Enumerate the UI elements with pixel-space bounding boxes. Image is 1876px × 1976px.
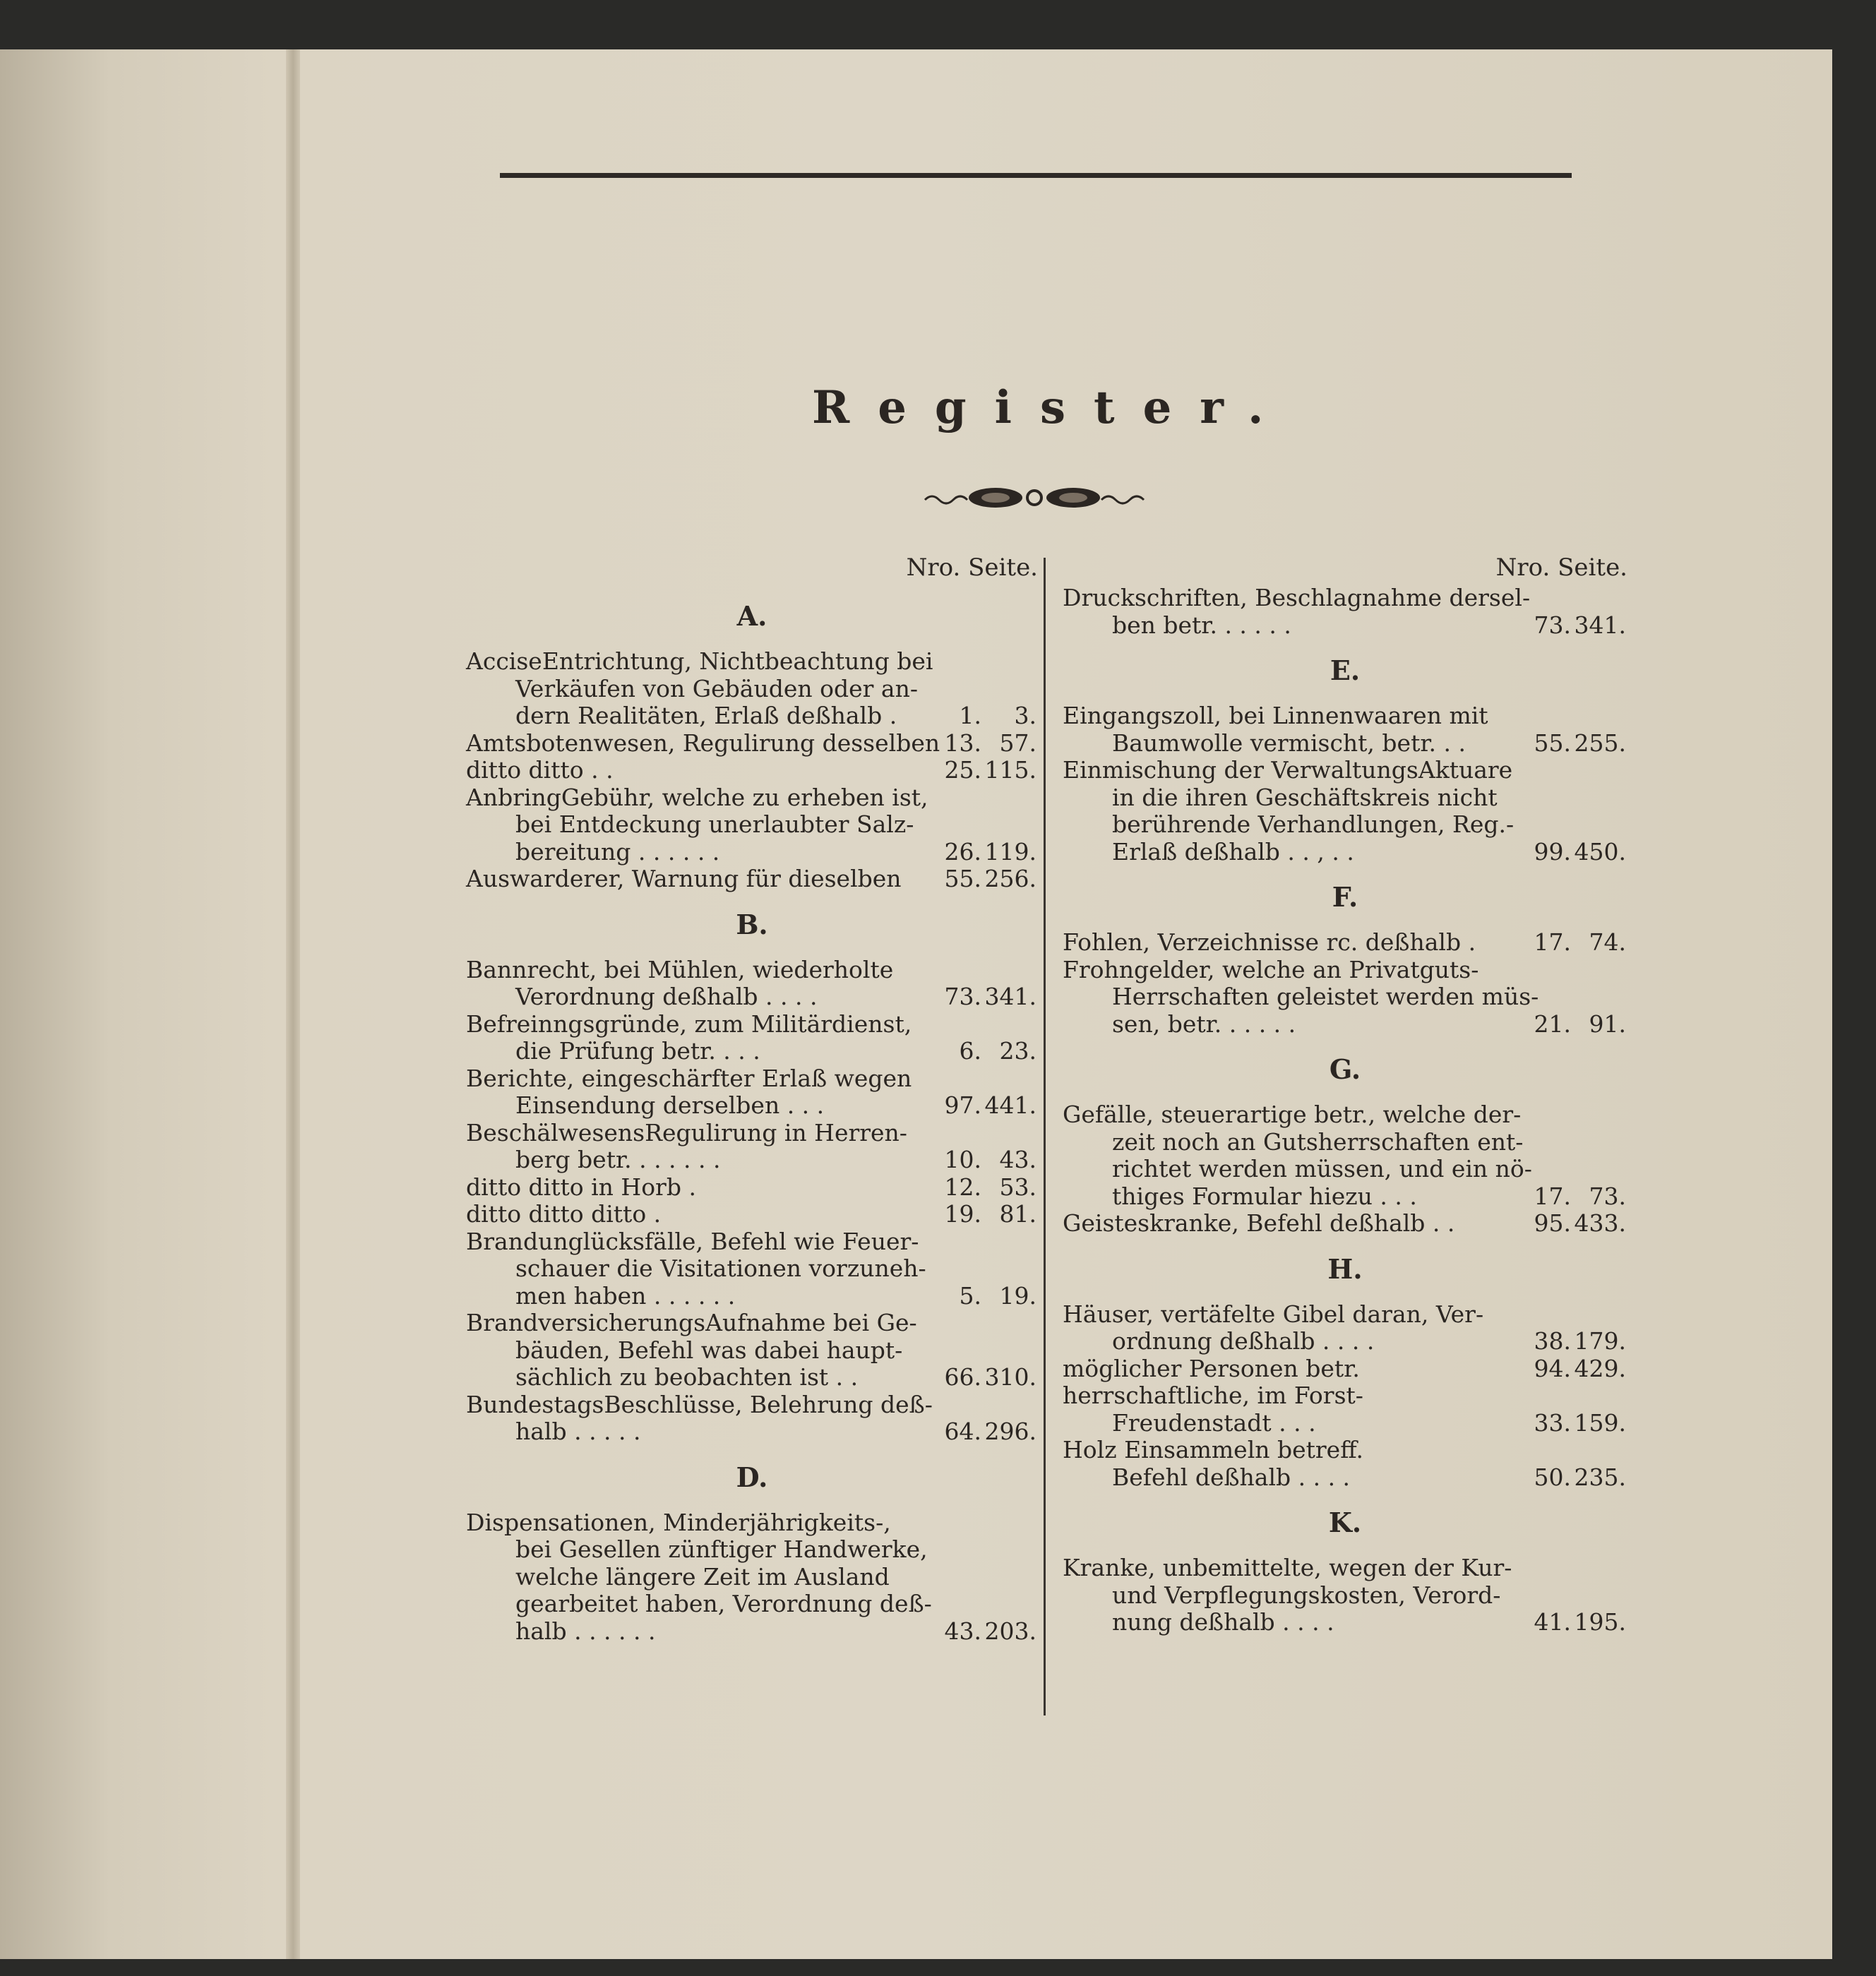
entry-reference bbox=[1500, 1410, 1627, 1437]
register-entry bbox=[466, 1065, 1038, 1120]
entry-text: Erlaß deßhalb . . , . . bbox=[1112, 837, 1354, 866]
entry-text: und Verpflegungskosten, Verord- bbox=[1112, 1581, 1501, 1609]
entry-text: herrschaftliche, im Forst- bbox=[1063, 1382, 1363, 1409]
register-entry bbox=[1063, 1437, 1627, 1491]
entry-text: Gefälle, steuerartige betr., welche der- bbox=[1063, 1101, 1522, 1128]
entry-page: 255. bbox=[1574, 729, 1626, 757]
entry-text: Amtsbotenwesen, Regulirung desselben bbox=[466, 729, 940, 757]
entry-text: halb . . . . . bbox=[515, 1418, 641, 1445]
header-rule bbox=[500, 173, 1572, 178]
section-letter: B. bbox=[736, 908, 768, 940]
register-entry bbox=[466, 1201, 1038, 1228]
entry-text: Befehl deßhalb . . . . bbox=[1112, 1463, 1351, 1491]
entry-text: Dispensationen, Minderjährigkeits-, bbox=[466, 1508, 891, 1536]
entry-number: 97. bbox=[944, 1091, 981, 1119]
register-entry bbox=[1063, 1382, 1627, 1437]
entry-reference bbox=[1500, 839, 1627, 866]
entry-text: zeit noch an Gutsherrschaften ent- bbox=[1112, 1127, 1524, 1156]
column-header: Nro. Seite. bbox=[906, 553, 1038, 582]
entry-number: 50. bbox=[1534, 1463, 1571, 1491]
entry-number: 73. bbox=[944, 983, 981, 1010]
register-entry bbox=[466, 1011, 1038, 1065]
entry-text: Druckschriften, Beschlagnahme dersel- bbox=[1063, 584, 1531, 611]
register-entry bbox=[466, 730, 1038, 758]
entry-text: dern Realitäten, Erlaß deßhalb . bbox=[515, 702, 897, 729]
register-entry bbox=[466, 1120, 1038, 1174]
entry-text: Baumwolle vermischt, betr. . . bbox=[1112, 729, 1466, 757]
entry-number: 41. bbox=[1534, 1608, 1571, 1636]
entry-text: ditto ditto in Horb . bbox=[466, 1173, 696, 1201]
entry-text: BundestagsBeschlüsse, Belehrung deß- bbox=[466, 1390, 933, 1418]
entry-text: Befreinngsgründe, zum Militärdienst, bbox=[466, 1010, 912, 1038]
entry-number: 38. bbox=[1534, 1327, 1571, 1355]
register-entry bbox=[1063, 1355, 1627, 1383]
entry-text: Geisteskranke, Befehl deßhalb . . bbox=[1063, 1209, 1455, 1237]
entry-number: 99. bbox=[1534, 837, 1571, 866]
entry-number: 95. bbox=[1534, 1209, 1571, 1237]
book-spine bbox=[286, 49, 300, 1959]
entry-page: 203. bbox=[984, 1617, 1036, 1645]
entry-page: 3. bbox=[1014, 702, 1036, 729]
register-entry bbox=[466, 757, 1038, 784]
entry-text: Brandunglücksfälle, Befehl wie Feuer- bbox=[466, 1227, 919, 1255]
entry-text: Verkäufen von Gebäuden oder an- bbox=[515, 674, 918, 702]
register-entry bbox=[466, 1174, 1038, 1202]
entry-text: sächlich zu beobachten ist . . bbox=[515, 1363, 859, 1391]
entry-number: 55. bbox=[1534, 729, 1571, 757]
entry-page: 195. bbox=[1574, 1608, 1626, 1636]
entry-reference bbox=[911, 839, 1038, 866]
entry-text: nung deßhalb . . . . bbox=[1112, 1608, 1334, 1636]
entry-reference bbox=[1500, 1210, 1627, 1238]
entry-page: 429. bbox=[1574, 1354, 1626, 1382]
entry-page: 115. bbox=[984, 756, 1036, 784]
register-entry bbox=[466, 1228, 1038, 1310]
entry-text: Bannrecht, bei Mühlen, wiederholte bbox=[466, 955, 894, 983]
entry-reference bbox=[1500, 730, 1627, 758]
section-letter: H. bbox=[1327, 1252, 1363, 1285]
entry-page: 341. bbox=[1574, 611, 1626, 639]
entry-number: 10. bbox=[944, 1146, 981, 1173]
section-letter: E. bbox=[1330, 654, 1361, 686]
entry-text: in die ihren Geschäftskreis nicht bbox=[1112, 783, 1498, 811]
entry-page: 19. bbox=[999, 1281, 1036, 1310]
entry-page: 296. bbox=[984, 1418, 1036, 1445]
entry-page: 91. bbox=[1589, 1010, 1626, 1038]
register-entry bbox=[466, 648, 1038, 730]
entry-page: 23. bbox=[999, 1037, 1036, 1065]
register-entry bbox=[1063, 757, 1627, 866]
entry-page: 57. bbox=[999, 729, 1036, 757]
entry-text: Verordnung deßhalb . . . . bbox=[515, 983, 818, 1010]
register-entry bbox=[466, 957, 1038, 1011]
section-letter: A. bbox=[736, 600, 767, 632]
entry-text: bereitung . . . . . . bbox=[515, 837, 720, 866]
entry-reference bbox=[911, 1418, 1038, 1446]
entry-number: 33. bbox=[1534, 1408, 1571, 1437]
entry-reference bbox=[1500, 1183, 1627, 1211]
entry-text: sen, betr. . . . . . bbox=[1112, 1010, 1296, 1038]
entry-reference bbox=[1500, 929, 1627, 957]
entry-reference bbox=[1500, 1011, 1627, 1038]
entry-reference bbox=[911, 983, 1038, 1011]
register-entry bbox=[1063, 957, 1627, 1038]
entry-page: 119. bbox=[984, 837, 1036, 866]
entry-text: bei Entdeckung unerlaubter Salz- bbox=[515, 810, 914, 838]
section-letter: F. bbox=[1332, 881, 1358, 913]
entry-reference bbox=[911, 1038, 1038, 1065]
entry-number: 1. bbox=[959, 702, 981, 729]
entry-text: ordnung deßhalb . . . . bbox=[1112, 1327, 1375, 1355]
entry-reference bbox=[1500, 1464, 1627, 1492]
entry-page: 53. bbox=[999, 1173, 1036, 1201]
entry-text: ditto ditto . . bbox=[466, 756, 614, 784]
entry-text: thiges Formular hiezu . . . bbox=[1112, 1182, 1417, 1210]
entry-text: die Prüfung betr. . . . bbox=[515, 1037, 760, 1065]
entry-page: 310. bbox=[984, 1363, 1036, 1391]
entry-number: 64. bbox=[944, 1418, 981, 1445]
entry-text: Berichte, eingeschärfter Erlaß wegen bbox=[466, 1064, 912, 1092]
entry-text: Einsendung derselben . . . bbox=[515, 1091, 825, 1119]
register-entry bbox=[466, 1310, 1038, 1391]
entry-text: Herrschaften geleistet werden müs- bbox=[1112, 983, 1539, 1010]
entry-reference bbox=[911, 866, 1038, 893]
entry-text: Frohngelder, welche an Privatguts- bbox=[1063, 955, 1479, 983]
entry-text: BeschälwesensRegulirung in Herren- bbox=[466, 1118, 907, 1146]
entry-text: richtet werden müssen, und ein nö- bbox=[1112, 1155, 1532, 1182]
entry-text: men haben . . . . . . bbox=[515, 1281, 736, 1310]
entry-text: Fohlen, Verzeichnisse rc. deßhalb . bbox=[1063, 928, 1476, 956]
entry-number: 21. bbox=[1534, 1010, 1571, 1038]
entry-number: 13. bbox=[944, 729, 981, 757]
register-entry bbox=[1063, 702, 1627, 757]
entry-page: 179. bbox=[1574, 1327, 1626, 1355]
register-entry bbox=[1063, 1555, 1627, 1636]
column-header: Nro. Seite. bbox=[1495, 553, 1627, 582]
entry-number: 17. bbox=[1534, 928, 1571, 956]
entry-text: AcciseEntrichtung, Nichtbeachtung bei bbox=[466, 647, 933, 675]
entry-number: 43. bbox=[944, 1617, 981, 1645]
entry-reference bbox=[911, 1364, 1038, 1391]
entry-text: AnbringGebühr, welche zu erheben ist, bbox=[466, 783, 928, 811]
entry-number: 25. bbox=[944, 756, 981, 784]
register-entry bbox=[466, 1391, 1038, 1446]
register-entry bbox=[466, 866, 1038, 893]
entry-reference bbox=[911, 1201, 1038, 1228]
entry-page: 256. bbox=[984, 865, 1036, 892]
entry-text: bäuden, Befehl was dabei haupt- bbox=[515, 1336, 903, 1364]
entry-number: 5. bbox=[959, 1281, 981, 1310]
register-entry bbox=[1063, 929, 1627, 957]
entry-page: 43. bbox=[999, 1146, 1036, 1173]
entry-text: Auswarderer, Warnung für dieselben bbox=[466, 865, 902, 892]
entry-text: möglicher Personen betr. bbox=[1063, 1354, 1360, 1382]
entry-number: 73. bbox=[1534, 611, 1571, 639]
page-title: Register. bbox=[812, 381, 1292, 434]
entry-text: berührende Verhandlungen, Reg.- bbox=[1112, 810, 1514, 838]
entry-page: 73. bbox=[1589, 1182, 1626, 1210]
entry-text: Einmischung der VerwaltungsAktuare bbox=[1063, 756, 1513, 784]
entry-text: Häuser, vertäfelte Gibel daran, Ver- bbox=[1063, 1300, 1484, 1328]
entry-page: 235. bbox=[1574, 1463, 1626, 1491]
entry-reference bbox=[1500, 1355, 1627, 1383]
entry-number: 12. bbox=[944, 1173, 981, 1201]
entry-number: 19. bbox=[944, 1200, 981, 1228]
entry-number: 6. bbox=[959, 1037, 981, 1065]
entry-text: Kranke, unbemittelte, wegen der Kur- bbox=[1063, 1554, 1512, 1581]
entry-page: 433. bbox=[1574, 1209, 1626, 1237]
entry-page: 450. bbox=[1574, 837, 1626, 866]
entry-number: 66. bbox=[944, 1363, 981, 1391]
entry-reference bbox=[1500, 612, 1627, 640]
entry-page: 81. bbox=[999, 1200, 1036, 1228]
entry-page: 159. bbox=[1574, 1408, 1626, 1437]
entry-reference bbox=[1500, 1328, 1627, 1355]
section-letter: K. bbox=[1328, 1507, 1362, 1538]
entry-reference bbox=[911, 730, 1038, 758]
entry-reference bbox=[911, 1174, 1038, 1202]
register-entry bbox=[1063, 1301, 1627, 1355]
entry-text: gearbeitet haben, Verordnung deß- bbox=[515, 1590, 932, 1617]
entry-text: Freudenstadt . . . bbox=[1112, 1408, 1316, 1437]
entry-number: 55. bbox=[944, 865, 981, 892]
register-entry bbox=[466, 784, 1038, 866]
entry-text: Holz Einsammeln betreff. bbox=[1063, 1436, 1363, 1463]
section-letter: G. bbox=[1329, 1053, 1361, 1085]
register-entry bbox=[1063, 1101, 1627, 1210]
entry-page: 441. bbox=[984, 1091, 1036, 1119]
entry-page: 74. bbox=[1589, 928, 1626, 956]
register-entry bbox=[1063, 1210, 1627, 1238]
entry-number: 26. bbox=[944, 837, 981, 866]
ornament-icon bbox=[921, 480, 1147, 515]
entry-text: halb . . . . . . bbox=[515, 1617, 656, 1645]
entry-text: berg betr. . . . . . . bbox=[515, 1146, 721, 1173]
entry-reference bbox=[911, 702, 1038, 730]
entry-reference bbox=[1500, 1609, 1627, 1636]
entry-number: 94. bbox=[1534, 1354, 1571, 1382]
entry-number: 17. bbox=[1534, 1182, 1571, 1210]
column-divider bbox=[1044, 558, 1046, 1715]
entry-text: Eingangszoll, bei Linnenwaaren mit bbox=[1063, 702, 1488, 729]
entry-reference bbox=[911, 757, 1038, 784]
entry-text: bei Gesellen zünftiger Handwerke, bbox=[515, 1535, 928, 1563]
register-entry bbox=[1063, 585, 1627, 639]
entry-text: schauer die Visitationen vorzuneh- bbox=[515, 1255, 926, 1282]
right-column bbox=[1063, 551, 1627, 1636]
entry-text: BrandversicherungsAufnahme bei Ge- bbox=[466, 1309, 917, 1336]
entry-text: welche längere Zeit im Ausland bbox=[515, 1562, 890, 1591]
entry-reference bbox=[911, 1146, 1038, 1174]
left-column bbox=[466, 551, 1038, 1645]
entry-reference bbox=[911, 1618, 1038, 1646]
entry-page: 341. bbox=[984, 983, 1036, 1010]
entry-reference bbox=[911, 1092, 1038, 1120]
entry-reference bbox=[911, 1283, 1038, 1310]
entry-text: ben betr. . . . . . bbox=[1112, 611, 1291, 639]
entry-text: ditto ditto ditto . bbox=[466, 1200, 662, 1228]
register-entry bbox=[466, 1509, 1038, 1646]
section-letter: D. bbox=[736, 1461, 768, 1493]
